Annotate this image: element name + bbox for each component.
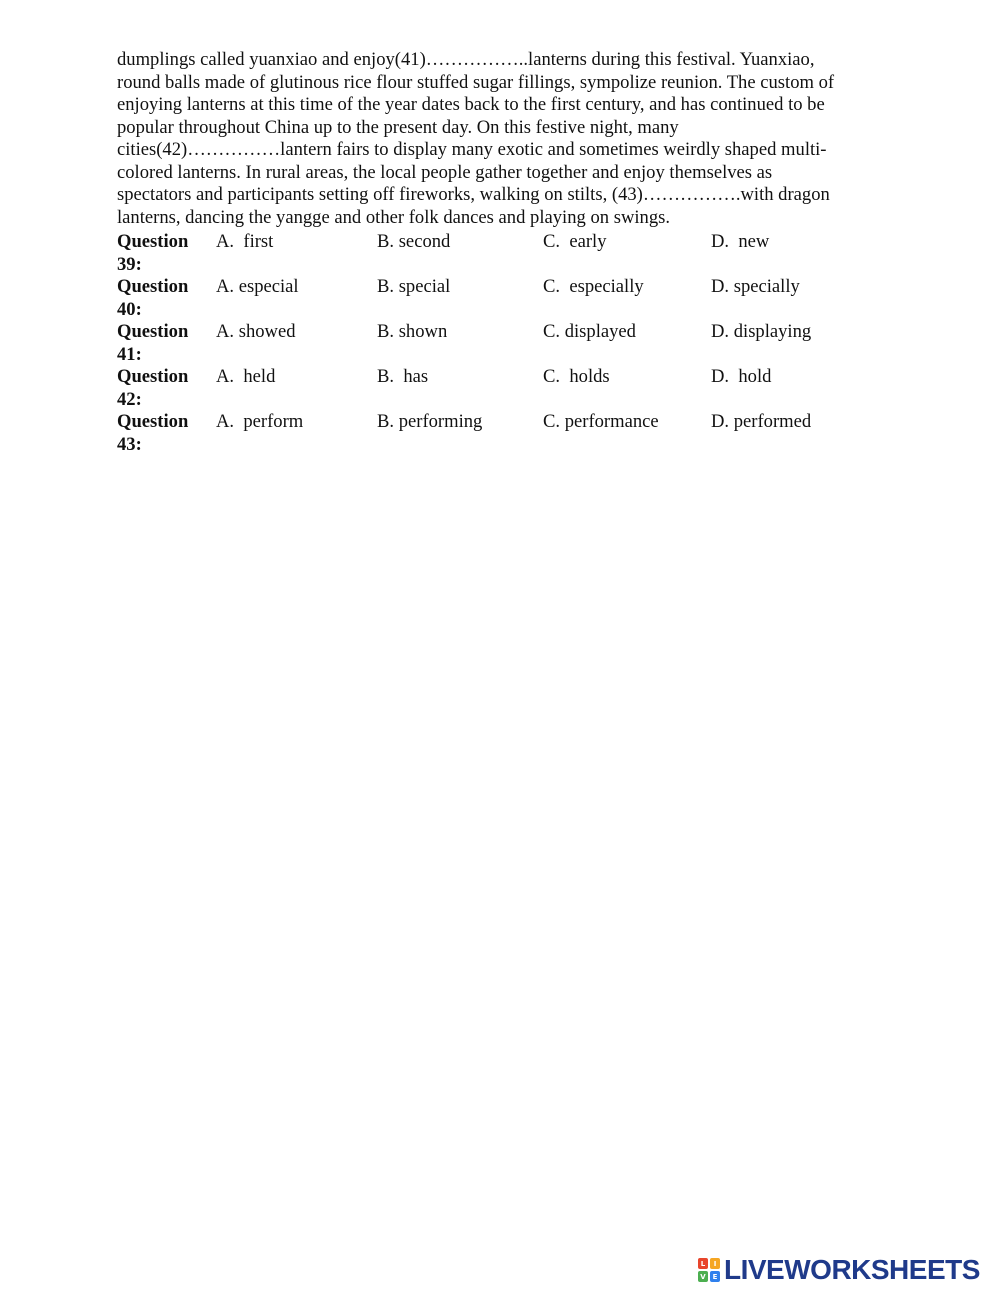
question-word: Question xyxy=(117,276,189,297)
option-d[interactable]: D. specially xyxy=(711,276,800,297)
question-word: Question xyxy=(117,411,189,432)
option-c[interactable]: C. especially xyxy=(543,276,644,297)
question-word: Question xyxy=(117,231,189,252)
logo-tile: L xyxy=(698,1258,708,1269)
option-a[interactable]: A. first xyxy=(216,231,274,252)
question-word: Question xyxy=(117,321,189,342)
reading-passage xyxy=(117,49,897,229)
question-label xyxy=(117,321,207,366)
option-d[interactable]: D. new xyxy=(711,231,770,252)
question-row-42 xyxy=(117,366,897,411)
passage-line: dumplings called yuanxiao and enjoy(41)……………..lanterns during this festival. Yuanxiao, xyxy=(117,49,815,70)
question-number: 43: xyxy=(117,433,142,455)
question-label xyxy=(117,231,207,276)
question-number: 41: xyxy=(117,343,142,365)
option-d[interactable]: D. performed xyxy=(711,411,812,432)
option-a[interactable]: A. showed xyxy=(216,321,296,342)
logo-tile: V xyxy=(698,1271,708,1282)
option-c[interactable]: C. displayed xyxy=(543,321,636,342)
option-c[interactable]: C. early xyxy=(543,231,607,252)
option-b[interactable]: B. shown xyxy=(377,321,448,342)
question-number: 42: xyxy=(117,388,142,410)
question-word: Question xyxy=(117,366,189,387)
question-row-40 xyxy=(117,276,897,321)
passage-line: cities(42)……………lantern fairs to display many exotic and sometimes weirdly shaped multi- xyxy=(117,139,827,160)
brand-wordmark: LIVEWORKSHEETS xyxy=(724,1254,980,1285)
liveworksheets-brand xyxy=(698,1255,980,1285)
passage-line: popular throughout China up to the present day. On this festive night, many xyxy=(117,116,679,138)
option-a[interactable]: A. perform xyxy=(216,411,304,432)
option-b[interactable]: B. special xyxy=(377,276,451,297)
question-number: 39: xyxy=(117,253,142,275)
option-c[interactable]: C. performance xyxy=(543,411,659,432)
liveworksheets-logo-icon xyxy=(698,1258,720,1282)
option-b[interactable]: B. performing xyxy=(377,411,483,432)
logo-tile: I xyxy=(710,1258,720,1269)
question-row-41 xyxy=(117,321,897,366)
passage-line: round balls made of glutinous rice flour stuffed sugar fillings, sympolize reunion. The custom of xyxy=(117,71,835,93)
passage-line: lanterns, dancing the yangge and other folk dances and playing on swings. xyxy=(117,206,671,228)
question-label xyxy=(117,411,207,456)
option-d[interactable]: D. hold xyxy=(711,366,772,387)
option-d[interactable]: D. displaying xyxy=(711,321,812,342)
question-label xyxy=(117,276,207,321)
passage-line: enjoying lanterns at this time of the year dates back to the first century, and has continued to be xyxy=(117,94,825,115)
option-a[interactable]: A. held xyxy=(216,366,276,387)
question-row-43 xyxy=(117,411,897,456)
option-b[interactable]: B. second xyxy=(377,231,451,252)
question-list xyxy=(117,231,897,456)
passage-line: spectators and participants setting off fireworks, walking on stilts, (43)…………….with dragon xyxy=(117,184,830,205)
question-number: 40: xyxy=(117,298,142,320)
option-b[interactable]: B. has xyxy=(377,366,429,387)
logo-tile: E xyxy=(710,1271,720,1282)
option-c[interactable]: C. holds xyxy=(543,366,610,387)
question-label xyxy=(117,366,207,411)
question-row-39 xyxy=(117,231,897,276)
passage-line: colored lanterns. In rural areas, the local people gather together and enjoy themselves as xyxy=(117,161,773,183)
option-a[interactable]: A. especial xyxy=(216,276,299,297)
